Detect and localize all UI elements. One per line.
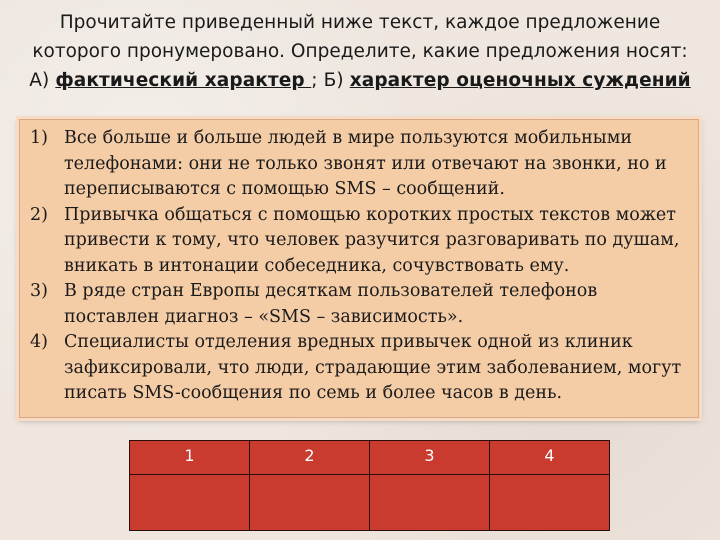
sentences-box <box>19 119 699 418</box>
answer-table-header-row <box>130 441 610 475</box>
task-instructions <box>0 8 720 95</box>
sentence-text: Специалисты отделения вредных привычек одной из клиник зафиксировали, что люди, страдающие этим заболеванием, могут писать SMS-сообщения по семь и более часов в день. <box>64 332 682 403</box>
sentence-number: 4) <box>30 332 48 352</box>
sentence-item <box>30 126 686 203</box>
sentence-number: 1) <box>30 128 48 148</box>
sentence-item <box>30 330 686 407</box>
answer-cell-2[interactable] <box>250 475 370 531</box>
sentence-number: 3) <box>30 281 48 301</box>
sentence-text: Привычка общаться с помощью коротких простых текстов может привести к тому, что человек разучится разговаривать по душам, вникать в интонации собеседника, сочувствовать ему. <box>64 204 680 276</box>
sentence-item <box>30 279 686 330</box>
sentence-item <box>30 203 686 280</box>
answer-column-header-3: 3 <box>370 441 490 475</box>
answer-cell-1[interactable] <box>130 475 250 531</box>
category-a-label: фактический характер <box>55 70 312 91</box>
sentence-list <box>30 126 686 407</box>
sentence-text: В ряде стран Европы десяткам пользователей телефонов поставлен диагноз – «SMS – зависимость». <box>64 281 598 327</box>
answer-cell-3[interactable] <box>370 475 490 531</box>
instruction-line-2: которого пронумеровано. Определите, какие предложения носят: <box>32 41 688 62</box>
category-separator: ; Б) <box>311 70 350 91</box>
category-line <box>0 66 720 95</box>
instruction-line-1: Прочитайте приведенный ниже текст, каждое предложение <box>59 12 661 33</box>
answer-table-input-row <box>130 475 610 531</box>
answer-column-header-2: 2 <box>250 441 370 475</box>
sentence-number: 2) <box>30 204 48 225</box>
answer-column-header-4: 4 <box>490 441 610 475</box>
answer-table <box>129 440 610 531</box>
sentence-text: Все больше и больше людей в мире пользуются мобильными телефонами: они не только звонят или отвечают на звонки, но и переписываются с помощью SMS – сообщений. <box>64 128 667 199</box>
category-b-label: характер оценочных суждений <box>349 70 691 91</box>
answer-column-header-1: 1 <box>130 441 250 475</box>
answer-cell-4[interactable] <box>490 475 610 531</box>
category-a-prefix: А) <box>29 70 56 91</box>
